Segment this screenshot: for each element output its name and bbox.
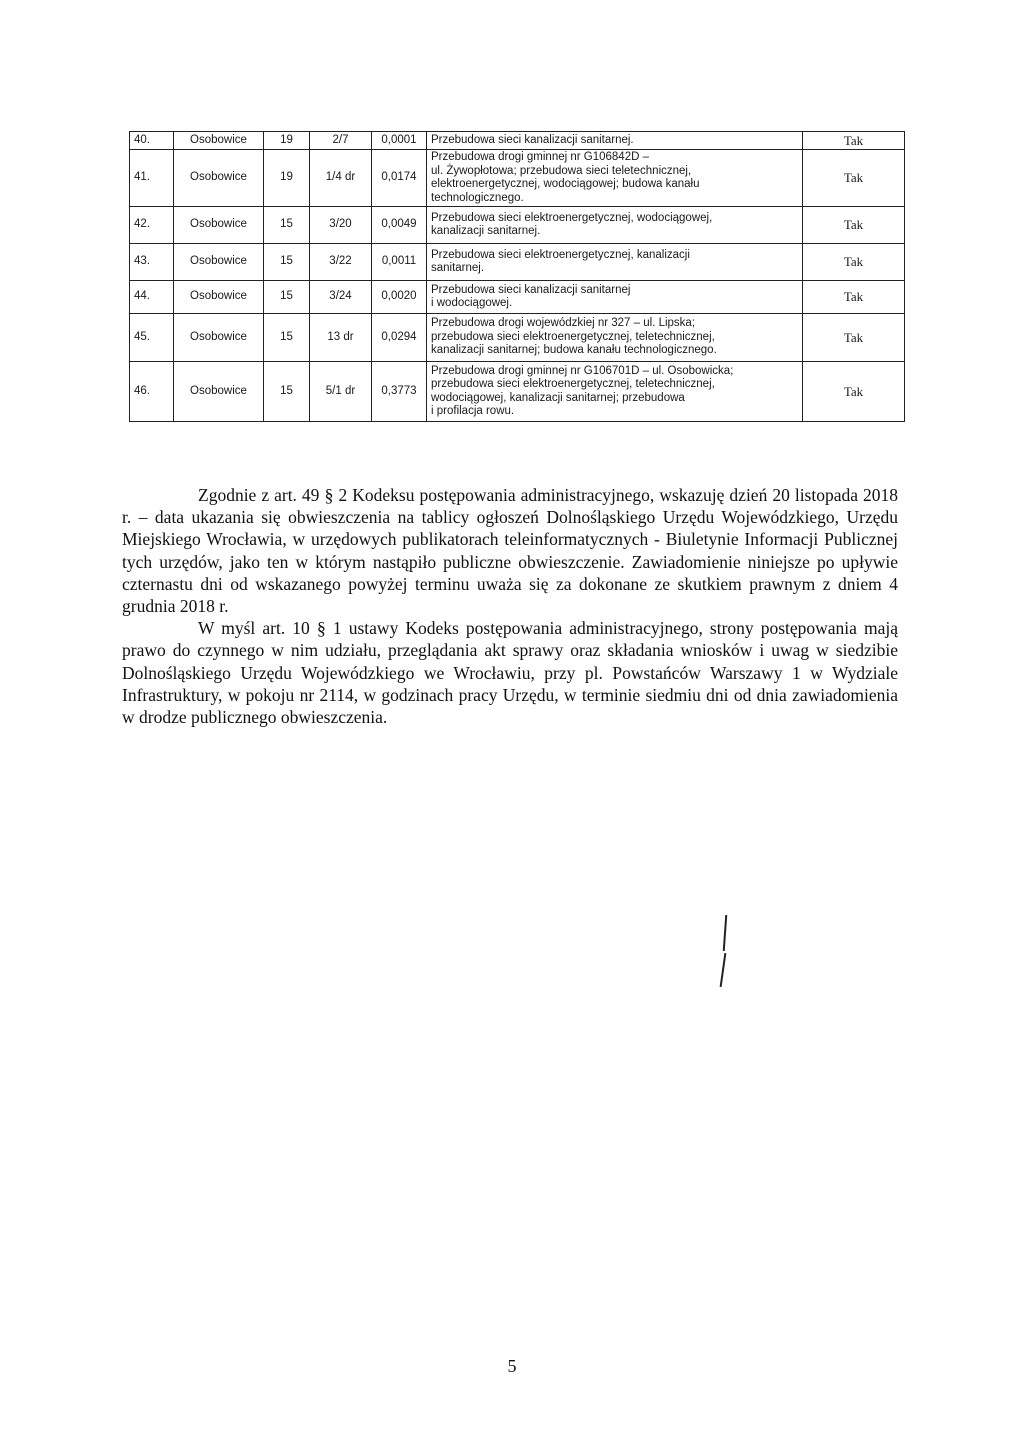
sheet-number: 15 <box>264 244 310 281</box>
work-scope-line: Przebudowa sieci elektroenergetycznej, wodociągowej, <box>431 211 713 224</box>
work-scope-line: ul. Żywopłotowa; przebudowa sieci teletechnicznej, <box>431 164 692 177</box>
table-row <box>130 244 905 281</box>
precinct-name: Osobowice <box>174 362 264 422</box>
work-scope-line: wodociągowej, kanalizacji sanitarnej; przebudowa <box>431 391 685 404</box>
plot-area: 0,3773 <box>372 362 427 422</box>
paragraph-2-text: 1 ustawy Kodeks postępowania administracyjnego, strony postępowania mają prawo do czynnego w nim udziału, przeglądania akt sprawy oraz składania wniosków i uwag w siedzibie Dolnośląskiego Urzędu Wojewódzkiego we Wrocławiu, przy pl. Powstańców Warszawy 1 w Wydziale Infrastruktury, w pokoju nr 2114, w godzinach pracy Urzędu, w terminie siedmiu dni od dnia zawiadomienia w drodze publicznego obwieszczenia. <box>122 618 899 728</box>
table-row <box>130 362 905 422</box>
plot-area: 0,0011 <box>372 244 427 281</box>
plot-area: 0,0020 <box>372 281 427 314</box>
notice-body <box>122 484 898 728</box>
plot-area: 0,0174 <box>372 150 427 207</box>
table-row <box>130 281 905 314</box>
work-scope <box>427 314 803 362</box>
plot-number: 1/4 dr <box>310 150 372 207</box>
status-flag: Tak <box>803 362 905 422</box>
table-row <box>130 314 905 362</box>
precinct-name: Osobowice <box>174 244 264 281</box>
work-scope-line: i profilacja rowu. <box>431 405 515 417</box>
sheet-number: 15 <box>264 281 310 314</box>
row-number: 41. <box>130 150 174 207</box>
work-scope-line: przebudowa sieci elektroenergetycznej, teletechnicznej, <box>431 378 715 390</box>
row-number: 45. <box>130 314 174 362</box>
sheet-number: 19 <box>264 150 310 207</box>
work-scope-line: sanitarnej. <box>431 262 485 274</box>
precinct-name: Osobowice <box>174 132 264 150</box>
section-sign: § <box>324 485 334 505</box>
work-scope-line: Przebudowa sieci elektroenergetycznej, kanalizacji <box>431 248 690 261</box>
row-number: 40. <box>130 132 174 150</box>
status-flag: Tak <box>803 244 905 281</box>
row-number: 43. <box>130 244 174 281</box>
row-number: 44. <box>130 281 174 314</box>
paragraph-2 <box>122 617 898 728</box>
paragraph-1-text: 2 Kodeksu postępowania administracyjnego, wskazuję dzień 20 listopada 2018 r. – data ukazania się obwieszczenia na tablicy ogłoszeń Dolnośląskiego Urzędu Wojewódzkiego, Urzędu Miejskiego Wrocławia, w urzędowych publikatorach teleinformatycznych - Biuletynie Informacji Publicznej tych urzędów, jako ten w którym nastąpiło publiczne obwieszczenie. Zawiadomienie niniejsze po upływie czternastu dni od wskazanego powyżej terminu uważa się za dokonane ze skutkiem prawnym z dniem 4 grudnia 2018 r. <box>122 485 899 617</box>
table-row <box>130 132 905 150</box>
sheet-number: 15 <box>264 314 310 362</box>
handwritten-stroke <box>723 915 728 951</box>
plots-table-body <box>130 132 905 422</box>
plot-area: 0,0294 <box>372 314 427 362</box>
work-scope-line: kanalizacji sanitarnej; budowa kanału technologicznego. <box>431 344 717 357</box>
work-scope <box>427 132 803 150</box>
precinct-name: Osobowice <box>174 150 264 207</box>
paragraph-2-lead: W myśl art. 10 <box>198 618 310 639</box>
paragraph-1 <box>122 484 898 617</box>
work-scope-line: Przebudowa drogi wojewódzkiej nr 327 – ul. Lipska; <box>431 317 696 330</box>
work-scope-line: Przebudowa sieci kanalizacji sanitarnej. <box>431 133 634 146</box>
precinct-name: Osobowice <box>174 207 264 244</box>
table-row <box>130 150 905 207</box>
status-flag: Tak <box>803 207 905 244</box>
plot-number: 13 dr <box>310 314 372 362</box>
table-row <box>130 207 905 244</box>
work-scope-line: i wodociągowej. <box>431 297 513 309</box>
work-scope <box>427 150 803 207</box>
precinct-name: Osobowice <box>174 314 264 362</box>
row-number: 42. <box>130 207 174 244</box>
work-scope-line: technologicznego. <box>431 191 524 204</box>
status-flag: Tak <box>803 132 905 150</box>
handwritten-stroke <box>720 953 727 987</box>
plot-number: 3/22 <box>310 244 372 281</box>
work-scope-line: Przebudowa drogi gminnej nr G106701D – ul. Osobowicka; <box>431 364 734 377</box>
status-flag: Tak <box>803 281 905 314</box>
work-scope <box>427 244 803 281</box>
status-flag: Tak <box>803 314 905 362</box>
work-scope-line: elektroenergetycznej, wodociągowej; budowa kanału <box>431 178 700 190</box>
sheet-number: 19 <box>264 132 310 150</box>
sheet-number: 15 <box>264 207 310 244</box>
work-scope <box>427 281 803 314</box>
plot-number: 2/7 <box>310 132 372 150</box>
paragraph-1-lead: Zgodnie z art. 49 <box>198 485 320 505</box>
row-number: 46. <box>130 362 174 422</box>
work-scope-line: Przebudowa drogi gminnej nr G106842D – <box>431 151 649 163</box>
page-number: 5 <box>507 1356 517 1376</box>
work-scope-line: kanalizacji sanitarnej. <box>431 225 541 237</box>
plot-area: 0,0001 <box>372 132 427 150</box>
sheet-number: 15 <box>264 362 310 422</box>
section-sign: § <box>316 618 326 639</box>
plot-number: 3/20 <box>310 207 372 244</box>
work-scope-line: przebudowa sieci elektroenergetycznej, teletechnicznej, <box>431 330 715 343</box>
plots-table <box>129 131 905 422</box>
plot-number: 5/1 dr <box>310 362 372 422</box>
plot-number: 3/24 <box>310 281 372 314</box>
work-scope-line: Przebudowa sieci kanalizacji sanitarnej <box>431 283 631 296</box>
work-scope <box>427 362 803 422</box>
work-scope <box>427 207 803 244</box>
status-flag: Tak <box>803 150 905 207</box>
precinct-name: Osobowice <box>174 281 264 314</box>
plot-area: 0,0049 <box>372 207 427 244</box>
